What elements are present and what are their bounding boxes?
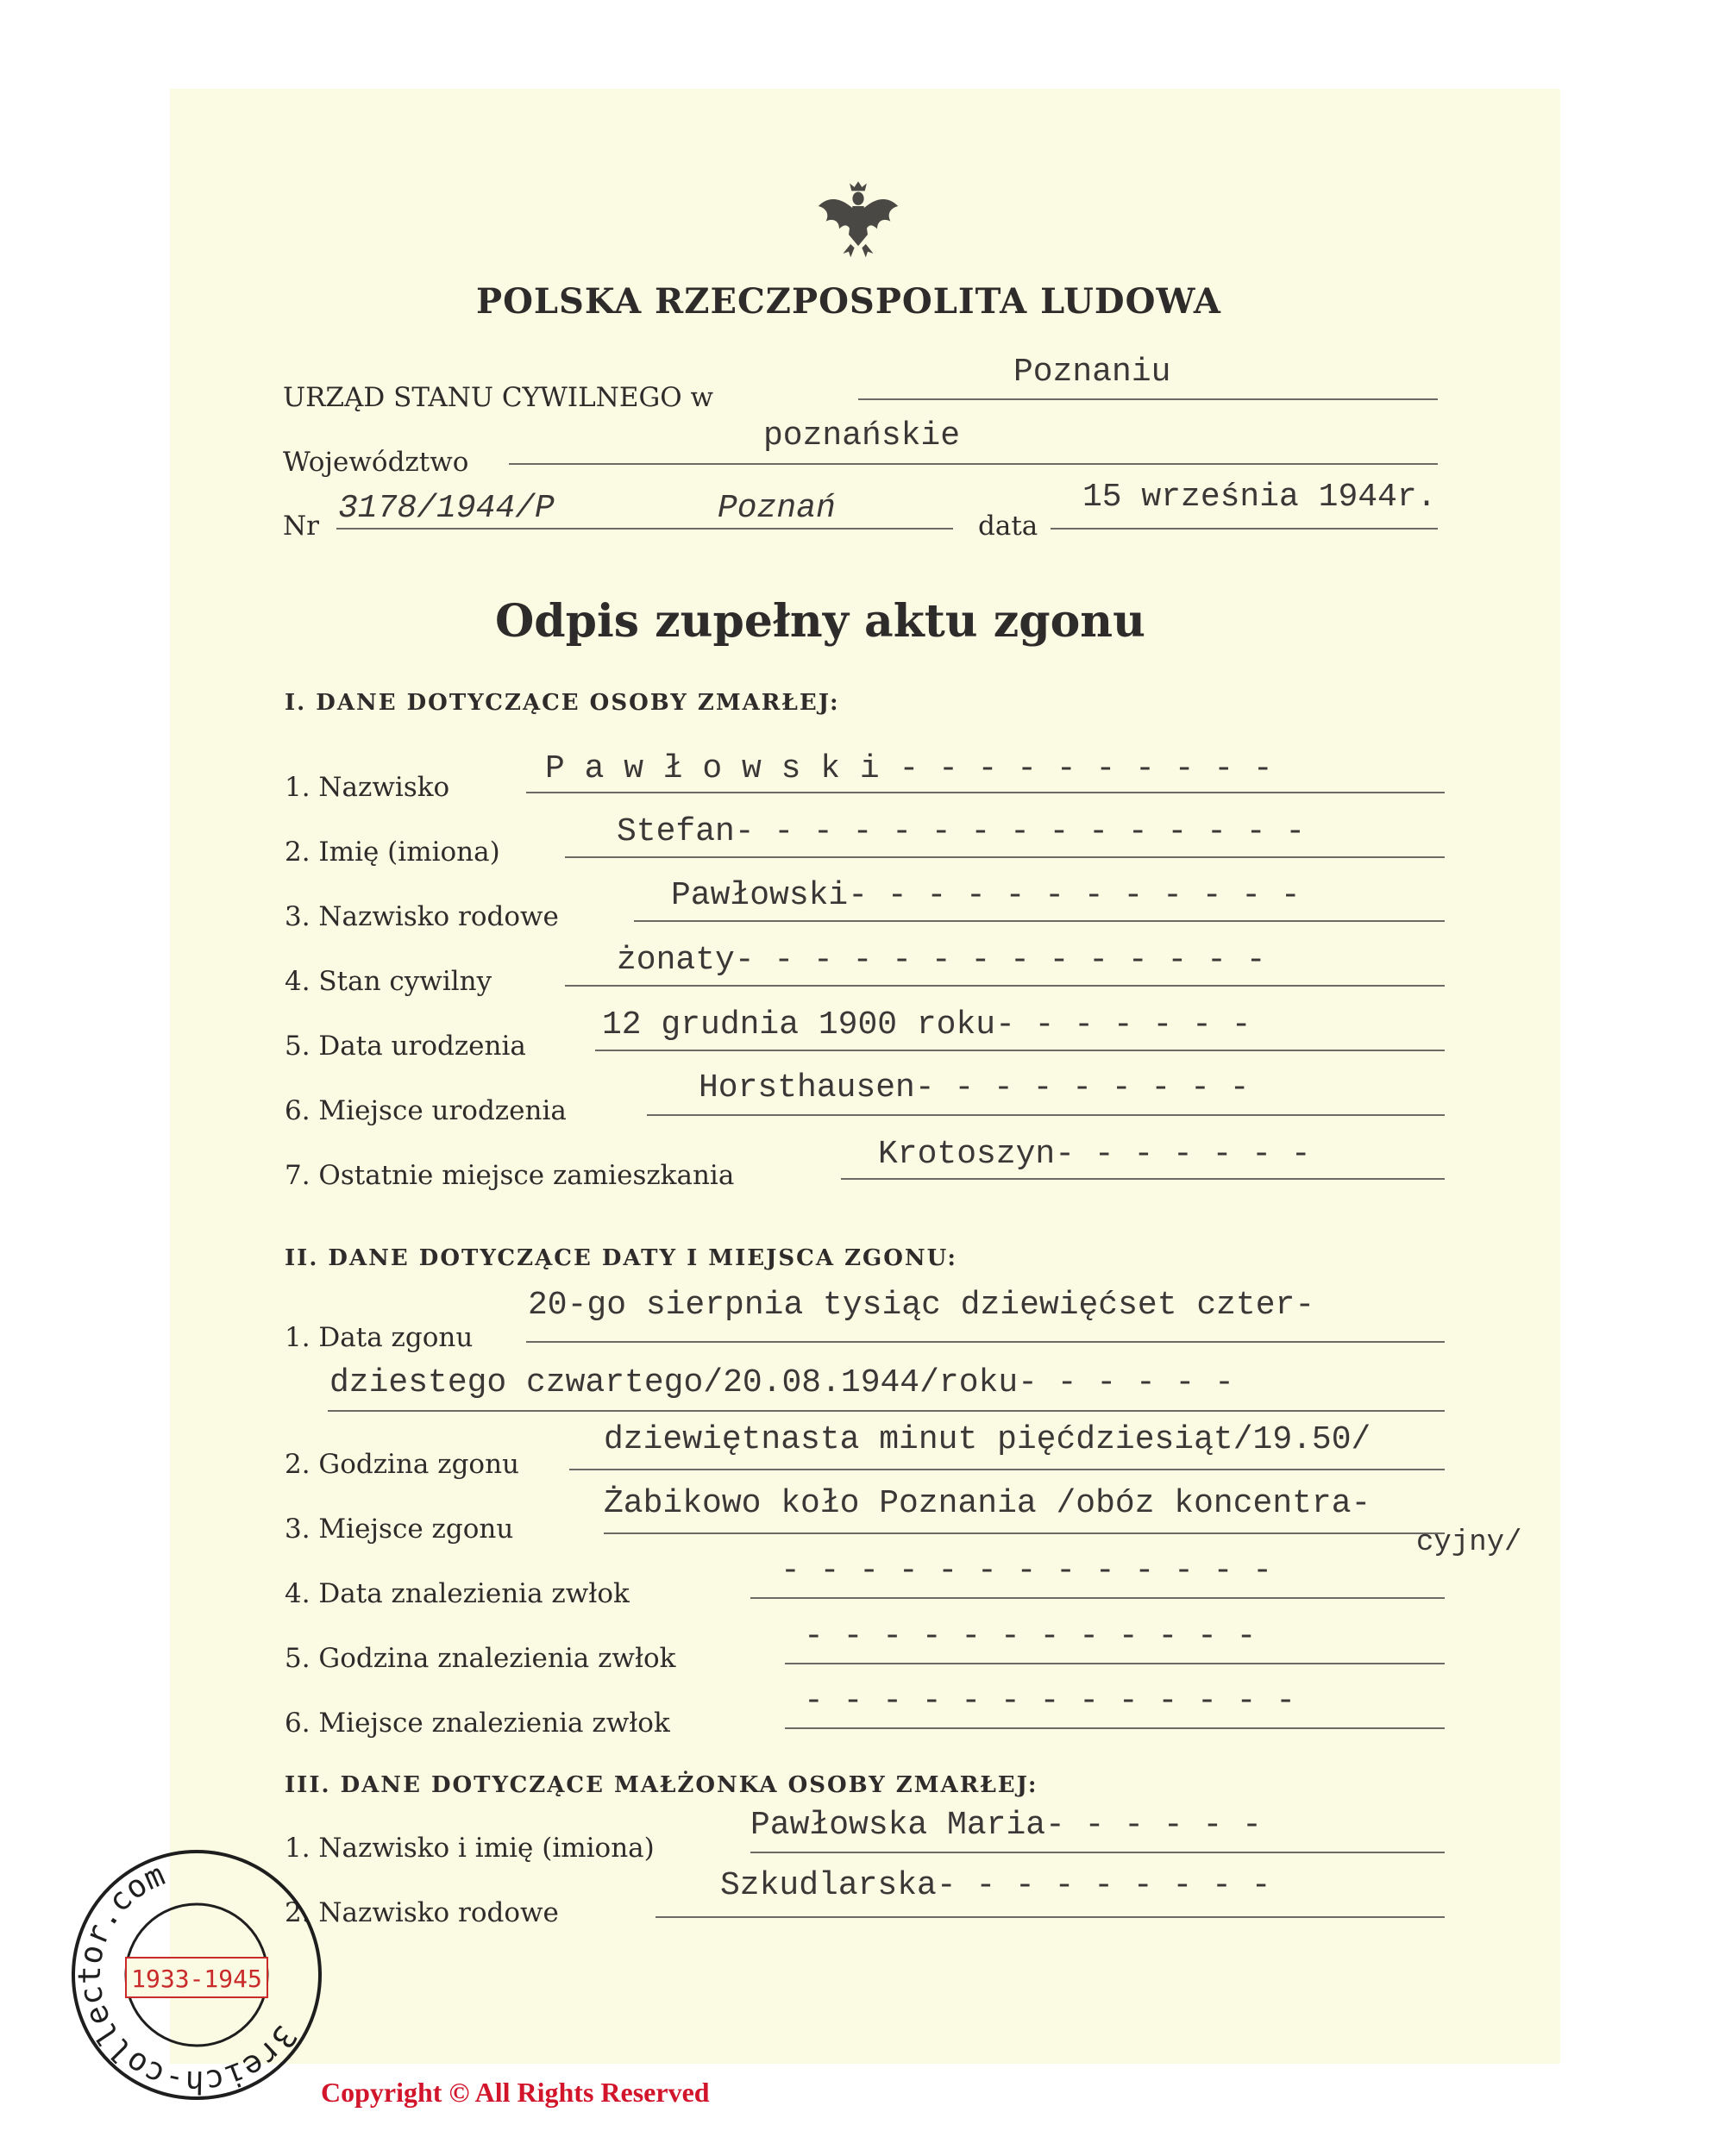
marital-status-underline — [565, 985, 1445, 987]
first-name-label: 2. Imię (imiona) — [285, 837, 500, 868]
death-place-value-line1: Żabikowo koło Poznania /obóz koncentra- — [604, 1485, 1371, 1522]
copyright-notice: Copyright © All Rights Reserved — [321, 2077, 710, 2108]
body-found-place-underline — [785, 1727, 1445, 1729]
document-title: Odpis zupełny aktu zgonu — [495, 595, 1145, 648]
death-place-underline — [604, 1532, 1445, 1534]
surname-label: 1. Nazwisko — [285, 772, 450, 803]
body-found-place-label: 6. Miejsce znalezienia zwłok — [285, 1708, 670, 1739]
death-date-value-line2: dziestego czwartego/20.08.1944/roku- - - - - - — [329, 1364, 1234, 1401]
spouse-maiden-value: Szkudlarska- - - - - - - - - — [720, 1867, 1271, 1904]
spouse-maiden-label: 2. Nazwisko rodowe — [285, 1897, 559, 1928]
body-found-time-label: 5. Godzina znalezienia zwłok — [285, 1643, 676, 1674]
body-found-time-underline — [785, 1663, 1445, 1664]
stamp-years: 1933-1945 — [131, 1965, 262, 1993]
spouse-name-underline — [750, 1852, 1445, 1853]
collector-stamp-icon — [67, 1846, 326, 2104]
nr-label: Nr — [283, 511, 319, 542]
death-time-label: 2. Godzina zgonu — [285, 1449, 520, 1480]
body-found-date-label: 4. Data znalezienia zwłok — [285, 1578, 630, 1609]
death-time-underline — [569, 1469, 1445, 1470]
surname-value: P a w ł o w s k i - - - - - - - - - - — [545, 750, 1273, 787]
section1-heading: I. DANE DOTYCZĄCE OSOBY ZMARŁEJ: — [285, 690, 840, 716]
last-residence-label: 7. Ostatnie miejsce zamieszkania — [285, 1160, 735, 1191]
spouse-name-label: 1. Nazwisko i imię (imiona) — [285, 1833, 655, 1864]
office-value: Poznaniu — [1013, 354, 1171, 391]
last-residence-underline — [841, 1178, 1445, 1180]
nr-value: 3178/1944/P — [338, 490, 555, 527]
date-label: data — [978, 511, 1038, 542]
body-found-date-underline — [750, 1597, 1445, 1599]
family-name-value: Pawłowski- - - - - - - - - - - - — [671, 877, 1301, 914]
birth-place-value: Horsthausen- - - - - - - - - — [699, 1069, 1250, 1106]
family-name-underline — [634, 920, 1445, 922]
province-value: poznańskie — [763, 417, 961, 454]
death-date-underline-2 — [328, 1410, 1445, 1412]
spouse-name-value: Pawłowska Maria- - - - - - — [750, 1807, 1262, 1844]
death-time-value: dziewiętnasta minut pięćdziesiąt/19.50/ — [604, 1421, 1371, 1458]
country-title: POLSKA RZECZPOSPOLITA LUDOWA — [476, 281, 1221, 322]
marital-status-label: 4. Stan cywilny — [285, 966, 492, 997]
eagle-emblem-icon — [811, 168, 906, 263]
death-place-label: 3. Miejsce zgonu — [285, 1514, 514, 1545]
marital-status-value: żonaty- - - - - - - - - - - - - - — [617, 942, 1266, 979]
last-residence-value: Krotoszyn- - - - - - - — [878, 1136, 1311, 1173]
nr-underline — [336, 528, 953, 530]
first-name-underline — [565, 856, 1445, 858]
body-found-date-value: - - - - - - - - - - - - - — [781, 1552, 1273, 1589]
birth-place-label: 6. Miejsce urodzenia — [285, 1095, 567, 1126]
death-date-value-line1: 20-go sierpnia tysiąc dziewięćset czter- — [528, 1287, 1315, 1324]
birth-date-underline — [595, 1050, 1445, 1051]
place-value: Poznań — [718, 490, 836, 527]
body-found-place-value: - - - - - - - - - - - - - — [804, 1683, 1296, 1720]
date-underline — [1051, 528, 1438, 530]
office-label: URZĄD STANU CYWILNEGO w — [283, 382, 714, 413]
section3-heading: III. DANE DOTYCZĄCE MAŁŻONKA OSOBY ZMARŁEJ: — [285, 1772, 1038, 1798]
section2-heading: II. DANE DOTYCZĄCE DATY I MIEJSCA ZGONU: — [285, 1245, 958, 1271]
body-found-time-value: - - - - - - - - - - - - — [804, 1618, 1257, 1655]
stamp-ring-text: 3reich-collector.com — [72, 1857, 304, 2100]
surname-underline — [526, 792, 1445, 793]
family-name-label: 3. Nazwisko rodowe — [285, 901, 559, 932]
death-date-label: 1. Data zgonu — [285, 1322, 474, 1353]
first-name-value: Stefan- - - - - - - - - - - - - - - — [617, 813, 1306, 850]
province-label: Województwo — [283, 447, 469, 478]
date-value: 15 września 1944r. — [1082, 479, 1437, 516]
birth-date-value: 12 grudnia 1900 roku- - - - - - - — [602, 1006, 1251, 1044]
spouse-maiden-underline — [656, 1916, 1445, 1918]
death-place-value-line2: cyjny/ — [1416, 1526, 1522, 1559]
birth-place-underline — [647, 1114, 1445, 1116]
death-date-underline — [526, 1341, 1445, 1343]
birth-date-label: 5. Data urodzenia — [285, 1031, 526, 1062]
office-underline — [858, 398, 1438, 400]
province-underline — [509, 463, 1438, 465]
